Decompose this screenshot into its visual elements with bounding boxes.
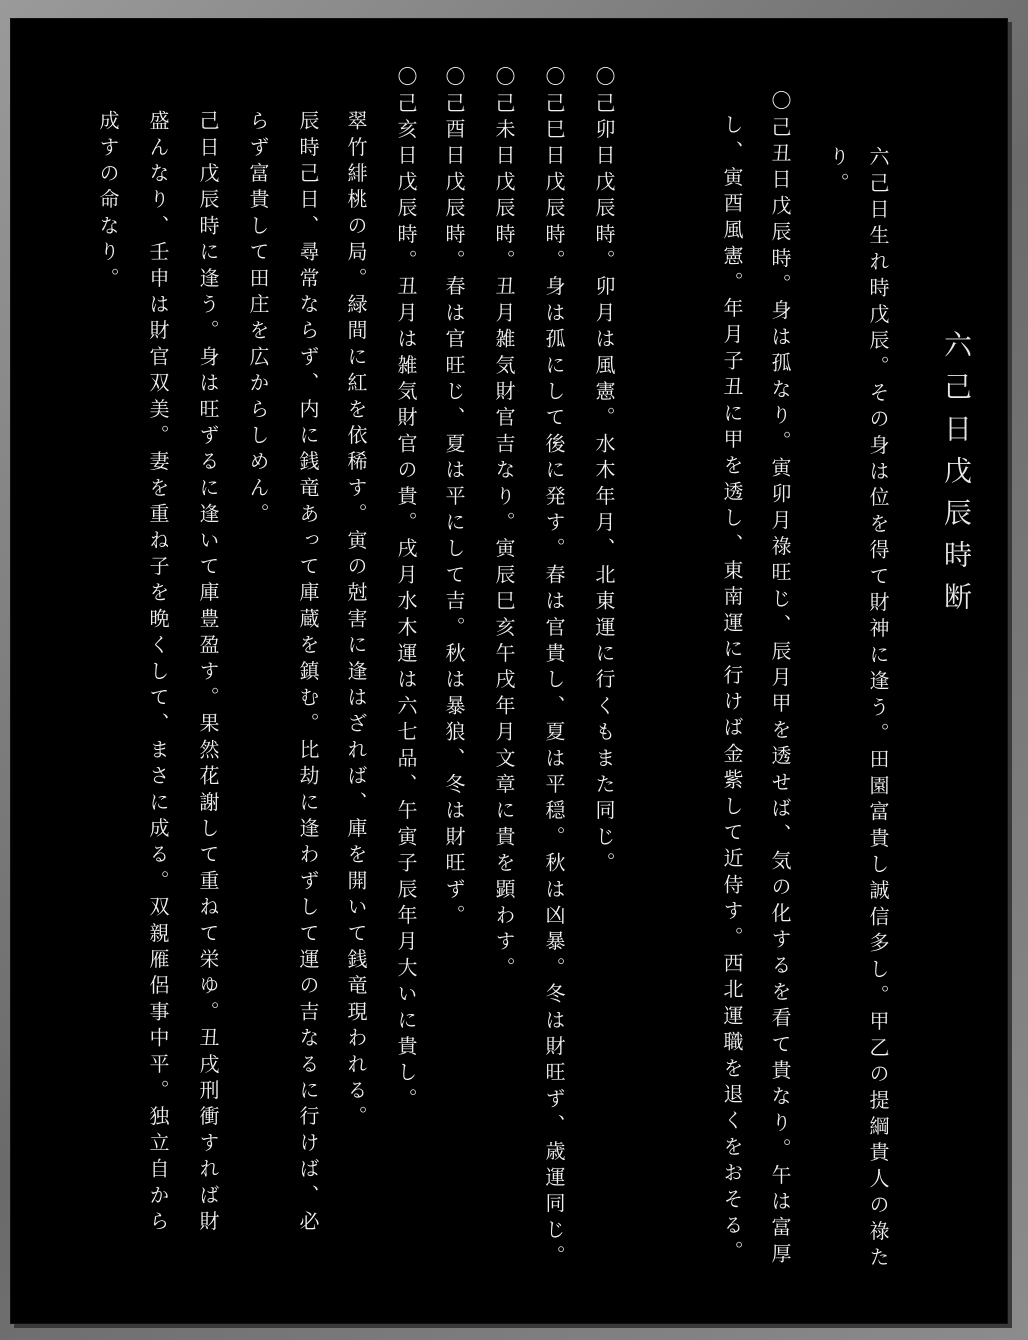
text-column-5: 〇己卯日戊辰時。卯月は風憲。水木年月、北東運に行くもまた同じ。: [592, 66, 616, 879]
page-title: 六己日戊辰時断: [940, 330, 973, 624]
text-column-12: らず富貴して田庄を広からしめん。: [246, 110, 270, 530]
text-column-6: 〇己巳日戊辰時。身は孤にして後に発す。春は官貴し、夏は平穏。秋は凶暴。冬は財旺ず、歳運同じ。: [542, 66, 566, 1272]
text-column-4: し、寅酉風憲。年月子丑に甲を透し、東南運に行けば金紫して近侍す。西北運職を退くをおそる。: [720, 114, 744, 1267]
text-column-9: 〇己亥日戊辰時。丑月は雑気財官の貴。戌月水木運は六七品、午寅子辰年月大いに貴し。: [394, 66, 418, 1114]
text-column-7: 〇己未日戊辰時。丑月雑気財官吉なり。寅辰巳亥午戌年月文章に貴を顕わす。: [492, 66, 516, 983]
text-column-11: 辰時己日、尋常ならず、内に銭竜あって庫蔵を鎮む。比劫に逢わずして運の吉なるに行けば、必: [296, 110, 320, 1237]
text-column-1: 六己日生れ時戊辰。その身は位を得て財神に逢う。田園富貴し誠信多し。甲乙の提綱貴人の祿た: [866, 146, 890, 1273]
text-column-14: 盛んなり、壬申は財官双美。妻を重ね子を晩くして、まさに成る。双親雁侶事中平。独立自から: [146, 110, 170, 1237]
text-column-15: 成すの命なり。: [96, 110, 120, 294]
document-page: [10, 18, 1008, 1324]
text-column-13: 己日戊辰時に逢う。身は旺ずるに逢いて庫豊盈す。果然花謝して重ねて栄ゆ。丑戌刑衝すれば財: [196, 110, 220, 1237]
text-column-2: り。: [826, 146, 850, 199]
text-column-8: 〇己酉日戊辰時。春は官旺じ、夏は平にして吉。秋は暴狼、冬は財旺ず。: [442, 66, 466, 931]
text-column-3: 〇己丑日戊辰時。身は孤なり。寅卯月祿旺じ、辰月甲を透せば、気の化するを看て貴なり。午は富厚: [768, 90, 792, 1269]
text-column-10: 翠竹緋桃の局。緑間に紅を依稀す。寅の尅害に逢はざれば、庫を開いて銭竜現われる。: [344, 110, 368, 1132]
